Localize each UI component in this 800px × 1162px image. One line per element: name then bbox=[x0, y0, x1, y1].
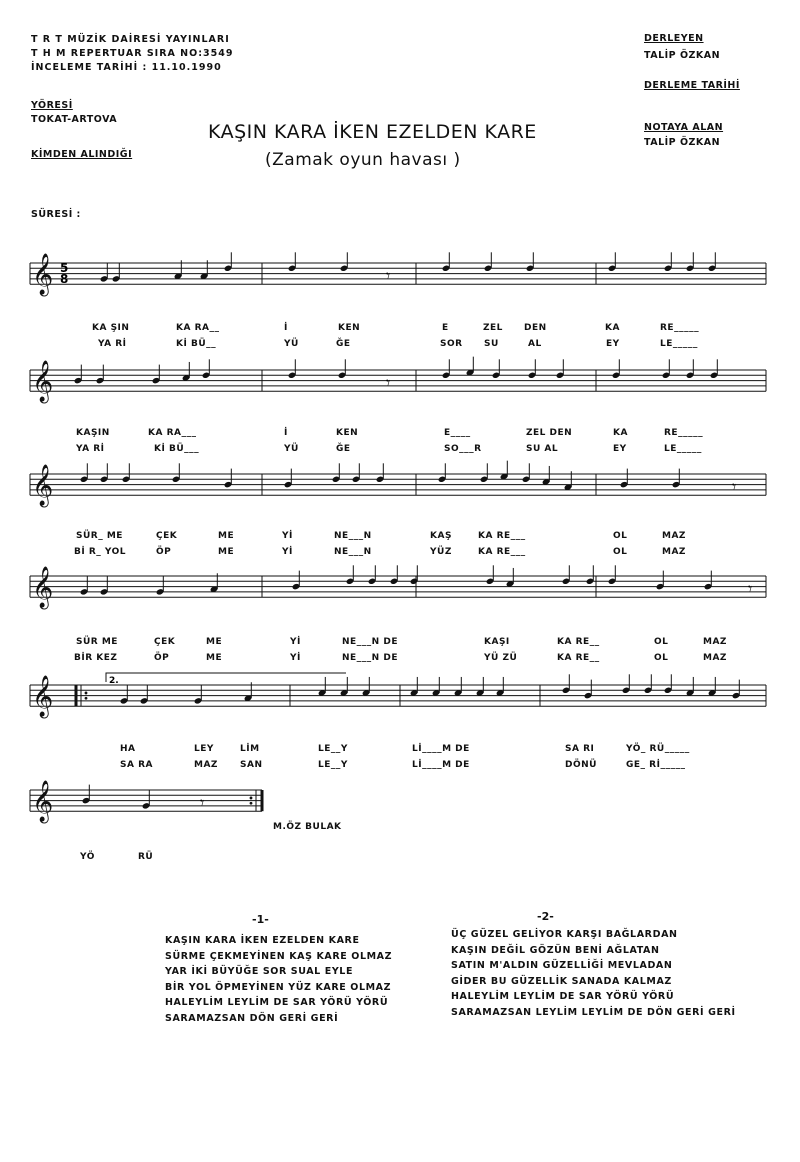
lyric-s2-l1-2: KA RA___ bbox=[148, 428, 197, 438]
lyric-s2-l2-1: YA Rİ bbox=[76, 444, 105, 454]
lyric-s3-l1-8: OL bbox=[613, 531, 628, 541]
yoresi-value: TOKAT-ARTOVA bbox=[31, 114, 118, 125]
lyric-s1-l1-2: KA RA__ bbox=[176, 323, 220, 333]
lyric-s4-l1-3: ME bbox=[206, 637, 223, 647]
time-signature-bottom: 8 bbox=[60, 272, 69, 286]
lyric-s2-l2-4: ĞE bbox=[336, 444, 351, 454]
lyric-s4-l2-7: KA RE__ bbox=[557, 653, 600, 663]
derleyen-label: DERLEYEN bbox=[644, 33, 704, 44]
lyric-s4-l1-7: KA RE__ bbox=[557, 637, 600, 647]
lyric-s4-l2-9: MAZ bbox=[703, 653, 727, 663]
treble-clef-icon: 𝄞 bbox=[32, 781, 54, 822]
lyric-s5-l2-2: MAZ bbox=[194, 760, 218, 770]
verse-1-line-6: SARAMAZSAN DÖN GERİ GERİ bbox=[165, 1012, 339, 1024]
lyric-s4-l2-5: NE___N DE bbox=[342, 653, 398, 663]
lyric-s5-l2-1: SA RA bbox=[120, 760, 153, 770]
notaya-alan-value: TALİP ÖZKAN bbox=[644, 137, 721, 148]
lyric-s4-l1-8: OL bbox=[654, 637, 669, 647]
lyric-s2-l2-6: SU AL bbox=[526, 444, 559, 454]
verse-2-line-4: GİDER BU GÜZELLİK SANADA KALMAZ bbox=[451, 975, 672, 987]
lyric-s5-l1-6: SA RI bbox=[565, 744, 595, 754]
lyric-s3-l2-4: Yİ bbox=[282, 547, 293, 557]
volta-label: 2. bbox=[109, 676, 119, 686]
lyric-s4-l2-1: BİR KEZ bbox=[74, 653, 118, 663]
lyric-s4-l2-8: OL bbox=[654, 653, 669, 663]
verse-1 bbox=[165, 933, 392, 1026]
lyric-s1-l2-5: SOR bbox=[440, 339, 463, 349]
yoresi-label: YÖRESİ bbox=[31, 100, 73, 111]
lyric-s3-l2-2: ÖP bbox=[156, 547, 172, 557]
lyric-s5-l1-7: YÖ_ RÜ_____ bbox=[626, 744, 690, 754]
verse-1-number: -1- bbox=[252, 913, 269, 926]
lyric-s1-l2-2: Kİ BÜ__ bbox=[176, 339, 217, 349]
lyric-s1-l2-9: LE_____ bbox=[660, 339, 698, 349]
treble-clef-icon: 𝄞 bbox=[32, 567, 54, 608]
suresi-label: SÜRESİ : bbox=[31, 209, 81, 220]
lyric-s1-l1-5: E bbox=[442, 323, 449, 333]
lyric-s2-l2-7: EY bbox=[613, 444, 627, 454]
treble-clef-icon: 𝄞 bbox=[32, 465, 54, 506]
lyric-s1-l2-7: AL bbox=[528, 339, 542, 349]
repeat-dot bbox=[85, 692, 88, 695]
verse-1-line-2: SÜRME ÇEKMEYİNEN KAŞ KARE OLMAZ bbox=[165, 950, 393, 962]
verse-2-number: -2- bbox=[537, 910, 554, 923]
lyric-s4-l2-4: Yİ bbox=[290, 653, 301, 663]
lyric-s4-l2-2: ÖP bbox=[154, 653, 170, 663]
lyric-s4-l2-3: ME bbox=[206, 653, 223, 663]
repeat-dot bbox=[250, 802, 253, 805]
lyric-s6-l1-2: RÜ bbox=[138, 852, 154, 862]
lyric-s3-l2-6: YÜZ bbox=[430, 547, 452, 557]
verse-2 bbox=[451, 927, 736, 1020]
lyric-s1-l2-3: YÜ bbox=[284, 339, 299, 349]
verse-2-line-5: HALEYLİM LEYLİM DE SAR YÖRÜ YÖRÜ bbox=[451, 991, 675, 1002]
lyric-s3-l1-5: NE___N bbox=[334, 531, 372, 541]
lyric-s1-l1-3: İ bbox=[284, 323, 288, 333]
lyric-s2-l1-8: RE_____ bbox=[664, 428, 704, 438]
lyric-s2-l2-3: YÜ bbox=[284, 444, 299, 454]
lyric-s2-l2-2: Kİ BÜ___ bbox=[154, 444, 200, 454]
lyric-s5-l1-1: HA bbox=[120, 744, 136, 754]
lyric-s3-l2-7: KA RE___ bbox=[478, 547, 526, 557]
lyric-s5-l2-6: DÖNÜ bbox=[565, 760, 597, 770]
lyric-s2-l1-5: E____ bbox=[444, 428, 471, 438]
lyric-s5-l2-5: Lİ____M DE bbox=[412, 760, 470, 770]
lyric-s5-l2-3: SAN bbox=[240, 760, 263, 770]
verse-1-line-4: BİR YOL ÖPMEYİNEN YÜZ KARE OLMAZ bbox=[165, 981, 392, 993]
lyric-s4-l1-6: KAŞI bbox=[484, 637, 510, 647]
treble-clef-icon: 𝄞 bbox=[32, 254, 54, 295]
verse-2-line-3: SATIN M'ALDIN GÜZELLİĞİ MEVLADAN bbox=[451, 960, 673, 971]
kimden-label: KİMDEN ALINDIĞI bbox=[31, 149, 133, 160]
verse-1-line-3: YAR İKİ BÜYÜĞE SOR SUAL EYLE bbox=[165, 966, 354, 977]
rest-icon: 𝄾 bbox=[748, 579, 753, 598]
verse-1-line-1: KAŞIN KARA İKEN EZELDEN KARE bbox=[165, 935, 360, 946]
lyric-s1-l2-6: SU bbox=[484, 339, 499, 349]
rest-icon: 𝄾 bbox=[386, 373, 391, 392]
verse-1-line-5: HALEYLİM LEYLİM DE SAR YÖRÜ YÖRÜ bbox=[165, 997, 389, 1008]
lyric-s3-l1-1: SÜR_ ME bbox=[76, 531, 123, 541]
verse-2-line-1: ÜÇ GÜZEL GELİYOR KARŞI BAĞLARDAN bbox=[451, 929, 678, 940]
lyric-s4-l1-5: NE___N DE bbox=[342, 637, 398, 647]
publisher-line-2: T H M REPERTUAR SIRA NO:3549 bbox=[31, 48, 234, 59]
treble-clef-icon: 𝄞 bbox=[32, 361, 54, 402]
lyric-s3-l1-4: Yİ bbox=[282, 531, 293, 541]
lyric-s2-l1-4: KEN bbox=[336, 428, 359, 438]
lyric-s1-l2-4: ĞE bbox=[336, 339, 351, 349]
transcriber-credit: M.ÖZ BULAK bbox=[273, 822, 342, 832]
lyric-s3-l1-3: ME bbox=[218, 531, 235, 541]
lyric-s5-l1-5: Lİ____M DE bbox=[412, 744, 470, 754]
rest-icon: 𝄾 bbox=[732, 477, 737, 496]
rest-icon: 𝄾 bbox=[200, 793, 205, 812]
lyric-s3-l2-1: Bİ R_ YOL bbox=[74, 547, 126, 557]
lyric-s1-l1-4: KEN bbox=[338, 323, 361, 333]
lyric-s1-l1-1: KA ŞIN bbox=[92, 323, 130, 333]
lyric-s4-l1-9: MAZ bbox=[703, 637, 727, 647]
lyric-s3-l1-7: KA RE___ bbox=[478, 531, 526, 541]
lyric-s3-l1-9: MAZ bbox=[662, 531, 686, 541]
lyric-s5-l1-3: LİM bbox=[240, 744, 260, 754]
lyric-s5-l2-7: GE_ Rİ_____ bbox=[626, 760, 686, 770]
lyric-s1-l1-7: DEN bbox=[524, 323, 547, 333]
lyric-s3-l1-2: ÇEK bbox=[156, 531, 178, 541]
repeat-dot bbox=[85, 697, 88, 700]
lyric-s4-l1-2: ÇEK bbox=[154, 637, 176, 647]
lyric-s1-l1-8: KA bbox=[605, 323, 620, 333]
publisher-line-3: İNCELEME TARİHİ : 11.10.1990 bbox=[31, 62, 222, 73]
song-title: KAŞIN KARA İKEN EZELDEN KARE bbox=[208, 121, 537, 143]
lyric-s2-l1-6: ZEL DEN bbox=[526, 428, 573, 438]
lyric-s2-l2-8: LE_____ bbox=[664, 444, 702, 454]
treble-clef-icon: 𝄞 bbox=[32, 676, 54, 717]
verse-2-line-6: SARAMAZSAN LEYLİM LEYLİM DE DÖN GERİ GERİ bbox=[451, 1006, 736, 1018]
lyric-s5-l1-2: LEY bbox=[194, 744, 214, 754]
derleyen-value: TALİP ÖZKAN bbox=[644, 50, 721, 61]
lyric-s2-l1-3: İ bbox=[284, 428, 288, 438]
lyric-s4-l2-6: YÜ ZÜ bbox=[484, 653, 518, 663]
rest-icon: 𝄾 bbox=[386, 266, 391, 285]
lyric-s2-l1-1: KAŞIN bbox=[76, 428, 110, 438]
lyric-s3-l2-5: NE___N bbox=[334, 547, 372, 557]
lyric-s1-l1-9: RE_____ bbox=[660, 323, 700, 333]
lyric-s3-l2-9: MAZ bbox=[662, 547, 686, 557]
verse-2-line-2: KAŞIN DEĞİL GÖZÜN BENİ AĞLATAN bbox=[451, 944, 660, 956]
time-signature-top: 5 bbox=[60, 261, 69, 275]
lyric-s5-l1-4: LE__Y bbox=[318, 744, 348, 754]
lyric-s1-l2-8: EY bbox=[606, 339, 620, 349]
publisher-line-1: T R T MÜZİK DAİRESİ YAYINLARI bbox=[31, 34, 230, 45]
lyric-s3-l2-3: ME bbox=[218, 547, 235, 557]
repeat-dot bbox=[250, 797, 253, 800]
song-subtitle: (Zamak oyun havası ) bbox=[265, 150, 461, 170]
lyric-s3-l1-6: KAŞ bbox=[430, 531, 452, 541]
lyric-s4-l1-4: Yİ bbox=[290, 637, 301, 647]
lyric-s6-l1-1: YÖ bbox=[80, 852, 95, 862]
lyric-s2-l1-7: KA bbox=[613, 428, 628, 438]
volta-bracket bbox=[106, 673, 346, 682]
lyric-s1-l2-1: YA Rİ bbox=[98, 339, 127, 349]
lyric-s1-l1-6: ZEL bbox=[483, 323, 503, 333]
derleme-tarihi-label: DERLEME TARİHİ bbox=[644, 80, 740, 91]
lyric-s5-l2-4: LE__Y bbox=[318, 760, 348, 770]
notaya-alan-label: NOTAYA ALAN bbox=[644, 122, 724, 133]
lyric-s3-l2-8: OL bbox=[613, 547, 628, 557]
lyric-s4-l1-1: SÜR ME bbox=[76, 637, 118, 647]
lyric-s2-l2-5: SO___R bbox=[444, 444, 482, 454]
